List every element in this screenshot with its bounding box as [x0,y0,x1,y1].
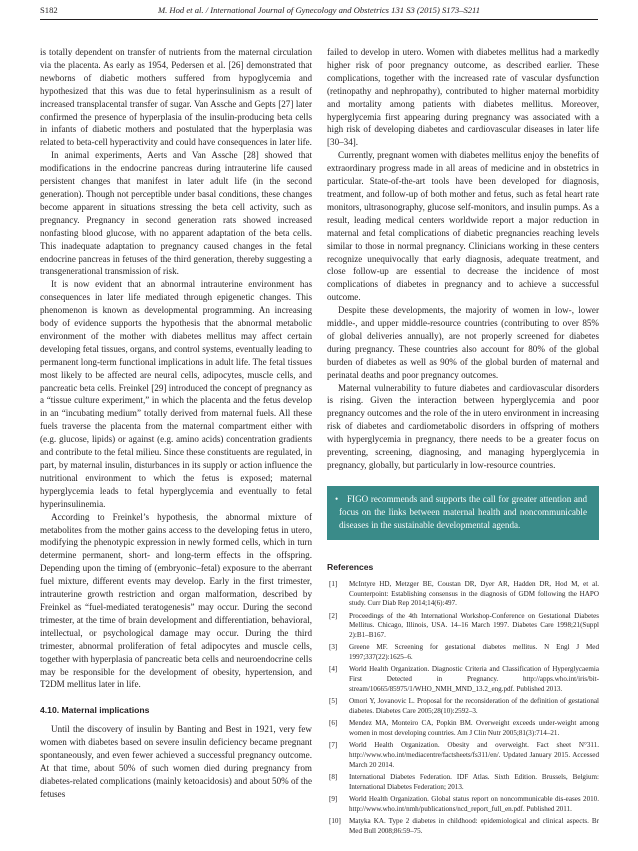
paragraph: It is now evident that an abnormal intrauterine environment has consequences in later life mediated through epigenetic changes. This phenomenon is known as developmental programming. An increasing body of evidence supports the hypothesis that the abnormal metabolic environment of the mother with diabetes mellitus may affect certain developing fetal tissues, organs, and control systems, eventually leading to permanent long-term functional implications in adult life. The fetal tissues most likely to be affected are neural cells, adipocytes, muscle cells, and pancreatic beta cells. Freinkel [29] introduced the concept of pregnancy as a “tissue culture experiment,” in which the placenta and the fetus develop in an “incubating medium” totally derived from maternal fuels. All these fuels traverse the placenta from the maternal compartment either with (e.g. glucose, lipids) or against (e.g. amino acids) concentration gradients and contribute to the fetal milieu. Since these constituents are regulated, in part, by maternal insulin, disturbances in its supply or action influence the nutritional environment to which the fetus is exposed; maternal hyperglycemia leads to fetal hyperglycemia and eventually to fetal hyperinsulinemia. [40,279,312,509]
reference-number: [10] [329,817,341,826]
reference-item [327,741,599,771]
reference-text: Greene MF. Screening for gestational diabetes mellitus. N Engl J Med 1997;337(22):1625–6. [349,643,599,662]
reference-text: World Health Organization. Global status report on noncommunicable dis-eases 2010. http://www.who.int/nmh/publications/ncd_report_full_en.pdf. Published 2011. [349,795,599,814]
reference-text: Mendez MA, Monteiro CA, Popkin BM. Overweight exceeds under-weight among women in most developing countries. Am J Clin Nutr 2005;81(3):714–21. [349,719,599,738]
reference-text: World Health Organization. Obesity and overweight. Fact sheet N°311. http://www.who.int/mediacentre/factsheets/fs311/en/. Updated January 2015. Accessed March 20 2014. [349,741,599,770]
reference-text: Matyka KA. Type 2 diabetes in childhood: epidemiological and clinical aspects. Br Med Bull 2008;86:59–75. [349,817,599,836]
paragraph: is totally dependent on transfer of nutrients from the maternal circulation via the placenta. As early as 1954, Pedersen et al. [26] demonstrated that newborns of diabetic mothers suffered from hypoglycemia and hypothesized that this was due to fetal hyperinsulinism as a result of increased transplacental transfer of sugar. Van Assche and Gepts [27] later confirmed the presence of hyperplasia of the insulin-producing beta cells in infants of diabetic mothers and postulated that the hyperplasia was related to beta-cell hyperactivity and could have consequences in later life. [40,47,312,148]
bullet-icon: • [335,493,339,504]
reference-text: Omori Y, Jovanovic L. Proposal for the reconsideration of the definition of gestational diabetes. Diabetes Care 2005;28(10):2592–3. [349,697,599,716]
reference-number: [3] [329,643,338,652]
paragraph: Maternal vulnerability to future diabetes and cardiovascular disorders is rising. Given the interaction between hyperglycemia and poor pregnancy outcomes and the role of the in utero environment in increasing risk of diabetes and cardiometabolic disorders in offspring of mothers with hyperglycemia in pregnancy, there needs to be a greater focus on preventing, screening, diagnosing, and managing hyperglycemia in pregnancy, globally, but particularly in low-resource countries. [327,382,599,470]
reference-number: [9] [329,795,338,804]
section-heading: 4.10. Maternal implications [40,705,150,716]
reference-number: [1] [329,579,338,588]
reference-item [327,697,599,717]
reference-item [327,719,599,739]
recommendation-box [327,486,599,540]
reference-number: [7] [329,741,338,750]
running-title: M. Hod et al. / International Journal of Gynecology and Obstetrics 131 S3 (2015) S173–S211 [157,5,481,15]
references-heading: References [327,561,374,572]
paragraph: Currently, pregnant women with diabetes mellitus enjoy the benefits of extraordinary progress made in all areas of medicine and in obstetrics in particular. State-of-the-art tools have been developed for diagnosis, treatment, and follow-up of both mother and fetus, such as fetal heart rate monitors, ultrasonography, glucose self-monitors, and insulin pumps. As a result, leading medical centers worldwide report a major reduction in maternal and fetal complications of diabetic pregnancies reaching levels similar to those in normal pregnancy. Clinicians working in these centers recognize unequivocally that early diagnosis, adequate treatment, and close follow-up are essential to decrease the incidence of most complications of diabetes in pregnancy and to achieve a successful outcome. [327,150,599,303]
reference-number: [2] [329,611,338,620]
reference-item [327,817,599,837]
reference-item [327,665,599,695]
header-rule [40,19,598,20]
reference-text: Proceedings of the 4th International Workshop-Conference on Gestational Diabetes Mellitus. Chicago, Illinois, USA. 14–16 March 1997. Diabetes Care 1998;21(Suppl 2):B1–B167. [349,611,599,640]
reference-text: International Diabetes Federation. IDF Atlas. Sixth Edition. Brussels, Belgium: International Diabetes Federation; 2013. [349,773,599,792]
page-number: S182 [40,5,58,15]
reference-text: McIntyre HD, Metzger BE, Coustan DR, Dyer AR, Hadden DR, Hod M, et al. Counterpoint: Establishing consensus in the diagnosis of GDM following the HAPO study. Curr Diab Rep 2014;14(6):497. [349,579,599,608]
paragraph: In animal experiments, Aerts and Van Assche [28] showed that modifications in the endocrine pancreas during intrauterine life caused persistent changes that manifest in later adult life (in the second generation). Though not perceptible under basal conditions, these changes become apparent in situations stressing the beta cell activity, such as pregnancy. Pregnancy in second generation rats showed increased nonfasting blood glucose, with no apparent adaptation of the beta cells. This inadequate adaptation to pregnancy caused changes in the fetal endocrine pancreas in fetuses of the third generation, thereby suggesting a transgenerational transmission of risk. [40,150,312,277]
paragraph: According to Freinkel’s hypothesis, the abnormal mixture of metabolites from the mother gains access to the developing fetus in utero, modifying the phenotypic expression in newly formed cells, which in turn determine permanent, short- and long-term effects in the offspring. Depending upon the timing of (embryonic–fetal) exposure to the aberrant fuel mixture, different events may develop. Early in the first trimester, intrauterine growth restriction and organ malformation, described by Freinkel as “fuel-mediated teratogenesis” may occur. During the second trimester, at the time of brain development and differentiation, behavioral, intellectual, or psychological damage may occur. During the third trimester, abnormal proliferation of fetal adipocytes and muscle cells, together with hyperplasia of pancreatic beta cells and neuroendocrine cells may be responsible for the development of obesity, hypertension, and T2DM mellitus later in life. [40,511,312,690]
reference-number: [8] [329,773,338,782]
reference-item [327,795,599,815]
recommendation-text: FIGO recommends and supports the call for greater attention and focus on the links between maternal health and noncommunicable diseases in the sustainable developmental agenda. [339,493,587,530]
page-header [40,2,598,18]
reference-item [327,643,599,663]
reference-number: [5] [329,697,338,706]
left-column [40,46,312,801]
right-column [327,46,599,839]
reference-number: [6] [329,719,338,728]
reference-text: World Health Organization. Diagnostic Criteria and Classification of Hyperglycaemia First Detected in Pregnancy. http://apps.who.int/iris/bit-stream/10665/85975/1/WHO_NMH_MND_13.2_eng.pdf. Published 2013. [349,665,599,694]
paragraph: Until the discovery of insulin by Banting and Best in 1921, very few women with diabetes based on severe insulin deficiency became pregnant spontaneously, and even fewer achieved a successful pregnancy outcome. At that time, about 50% of such women died during pregnancy from diabetes-related complications (mainly ketoacidosis) and about 50% of the fetuses [40,724,312,799]
reference-list [327,580,599,837]
reference-number: [4] [329,665,338,674]
paragraph: Despite these developments, the majority of women in low-, lower middle-, and upper middle-resource countries (contributing to over 85% of global deliveries annually), are not properly screened for diabetes during pregnancy. These countries also account for 80% of the global burden of diabetes as well as 90% of the global burden of maternal and perinatal deaths and poor pregnancy outcomes. [327,305,599,380]
reference-item [327,773,599,793]
reference-item [327,580,599,610]
reference-item [327,612,599,642]
paragraph: failed to develop in utero. Women with diabetes mellitus had a markedly higher risk of poor pregnancy outcome, as described earlier. These complications, together with the increased rate of vascular dysfunction (retinopathy and nephropathy), contributed to higher maternal morbidity and mortality among patients with diabetes mellitus. Moreover, hyperglycemia first appearing during pregnancy was associated with a high risk of developing diabetes and cardiovascular diseases in later life [30–34]. [327,47,599,148]
